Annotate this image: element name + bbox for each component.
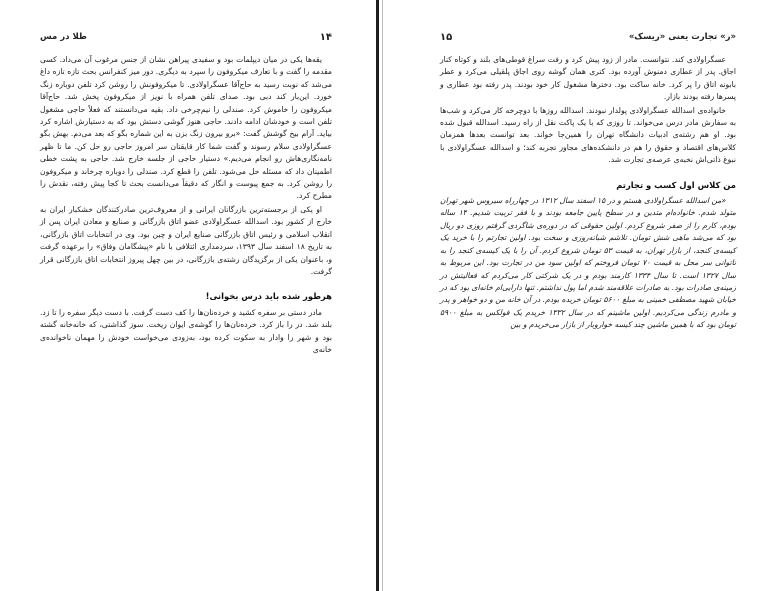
left-section-heading: هرطور شده باید درس بخوانی!: [205, 291, 332, 302]
right-page-running-title: «ر» تجارت یعنی «ریسک»: [628, 32, 736, 42]
right-page-number: ۱۵: [440, 31, 453, 43]
page-gutter: [366, 0, 402, 591]
binding-shadow: [382, 0, 383, 591]
left-paragraph-2: او یکی از برجسته‌ترین بازرگانان ایرانی و از معروف‌ترین صادرکنندگان خشکبار ایران به خارج از کشور بود. اسدالله عسگراولادی عضو اتاق بازرگانی و صنایع و معادن ایران پس از انقلاب اسلامی و رئیس اتاق بازرگانی صنایع ایران و چین بود. وی در انتخابات اتاق بازرگانی، به تاریخ ۱۸ اسفند سال ۱۳۹۳، سردمداری ائتلافی با نام «پیشگامان وفاق» را برعهده گرفت و، باعنوان یکی از برگزیدگان رشته‌ی بازرگانی، در بین چهل پیروز انتخابات اتاق بازرگانی قرار گرفت.: [40, 204, 333, 276]
right-page: [402, 0, 768, 591]
right-paragraph-1: عسگراولادی کند. نتوانست. مادر از زود پیش کرد و رفت سراغ قوطی‌های بلند و کوتاه کنار اجاق. پدر از عطاری دمنوش آورده بود. کتری همان گوشه روی اجاق پلقیلی می‌کرد و عطر بابونه اتاق را پر کرد. خانه ساکت بود. دختر‌ها مشغول کار خود بودند. پدر رفته بود عطاری و پسرها رفته بودند بازار.: [440, 55, 736, 102]
right-page-body: [440, 54, 736, 332]
left-page-body: [40, 54, 332, 356]
binding-line: [376, 0, 379, 591]
right-page-header: [440, 30, 736, 44]
right-paragraph-2: خانواده‌ی اسدالله عسگراولادی پولدار نبودند. اسدالله روزها با دوچرخه کار می‌کرد و شب‌ها به سفارش مادر درس می‌خواند. تا روزی که با یک پاکت نقل از راه رسید. اسدالله قبول شده بود. او هم رشته‌ی ادبیات دانشگاه تهران را همین‌جا خواند. بعد توانست بعدها همزمان کلاس‌های اقتصاد و حقوق را هم در دانشکده‌های مجاور تجربه کند؛ و اسدالله عسگراولادی با نبوغ ذاتی‌اش نخبه‌ی عرصه‌ی تجارت شد.: [440, 105, 736, 165]
right-section-paragraph: «من اسدالله عسگراولادی هستم و در ۱۵ اسفند سال ۱۳۱۲ در چهارراه سیروس شهر تهران متولد شدم. خانواده‌ام متدین و در سطح پایین جامعه بودند و با فقر تربیت شدیم. ۱۴ ساله بودم، کارم را از صفر شروع کردم. اولین حقوقی که در دوره‌ی شاگردی گرفتم روزی دو ریال بود که می‌شد ماهی شش تومان. تلاشم شبانه‌روزی و سخت بود. اولین تجارتم را با خرید یک کیسه‌ی کنجد، از بازار تهران، به قیمت ۵۳ تومان شروع کردم. آن را با یک کیسه‌ی کنجد را به ناتوانی سر محل به قیمت ۷۰ تومان فروختم که اولین سود من در تجارت بود. این مربوط به سال ۱۳۲۷ است. تا سال ۱۳۳۴ کارمند بودم و در یک شرکتی کار می‌کردم که فعالیتش در زمینه‌ی صادرات بود. به صادرات علاقه‌مند شدم اما پول نداشتم. تنها دارایی‌ام خانه‌ای بود که در خیابان شهید مصطفی خمینی به مبلغ ۵۶۰۰ تومان خریده بودم. در آن خانه من و دو خواهر و پدر و مادرم زندگی می‌کردیم. اولین ماشینم که در سال ۱۳۳۲ خریدم یک فولکس به مبلغ ۵۹۰۰ تومان بود که با همین ماشین چند کیسه خوارو‌بار از بازار می‌خریدم و بین: [440, 196, 737, 330]
left-page-header: [40, 30, 332, 44]
right-section-heading: من کلاس اول کسب و تجارتم: [616, 179, 736, 190]
left-page: [0, 0, 366, 591]
left-page-running-title: طلا در مس: [40, 32, 87, 42]
left-section-paragraph: مادر دستی بر سفره کشید و خرده‌نان‌ها را کف دست گرفت. با دست دیگر سفره را تا زد. بلند شد. در را باز کرد. خرده‌نان‌ها را گوشه‌ی ایوان ریخت. سوز گذاشتی، که خانه‌خانه گشته بود و شهر را وادار به سکوت کرده بود، به‌زودی می‌خواست خودش را مهمان ناخوانده‌ی خانه‌ی: [40, 307, 332, 354]
left-paragraph-1: یقه‌ها یکی در میان دیپلمات بود و سفیدی پیراهن نشان از جنس مرغوب آن می‌داد. کسی مقدمه را گفت و با تعارف میکروفون را سپرد به دیگری. دور میز کنفرانس بحث تازه تازه داغ می‌شد که نوبت رسید به حاج‌آقا عسگراولادی. تا میکروفونش را روشن کرد تلفن دوباره زنگ خورد. این‌بار کند دبی بود. صدای تلفن همراه با نویز از میکروفون پخش شد. حاج‌آقا میکروفون را خاموش کرد. صندلی را نیم‌چرخی داد. بقیه می‌دانستند که فعلاً حاجی مشغول تلفن است و خودشان ادامه دادند. حاجی هنوز گوشی دستش بود که به دستیارش اشاره کرد بیاید. آرام بیخ گوشش گفت: «برو بیرون زنگ بزن به این شماره بگو که بعد می‌دم. بهش بگو عسگراولادی سلام رسوند و گفت شما کار قایقتان سر امروز حاجی رو حل کن. ما تا ظهر نامه‌نگاری‌هاش رو انجام می‌دیم.» دستیار حاجی از جلسه خارج شد. حاجی به پشت خطی اطمینان داد که مسئله حل می‌شود. تلفن را قطع کرد. صندلی را دوباره چرخاند و میکروفون را روشن کرد. به جمع پیوست و انگار که دقیقاً می‌دانست بحث تا کجا پیش رفته، نقدش را مطرح کرد.: [40, 55, 332, 201]
left-page-number: ۱۴: [319, 31, 332, 43]
